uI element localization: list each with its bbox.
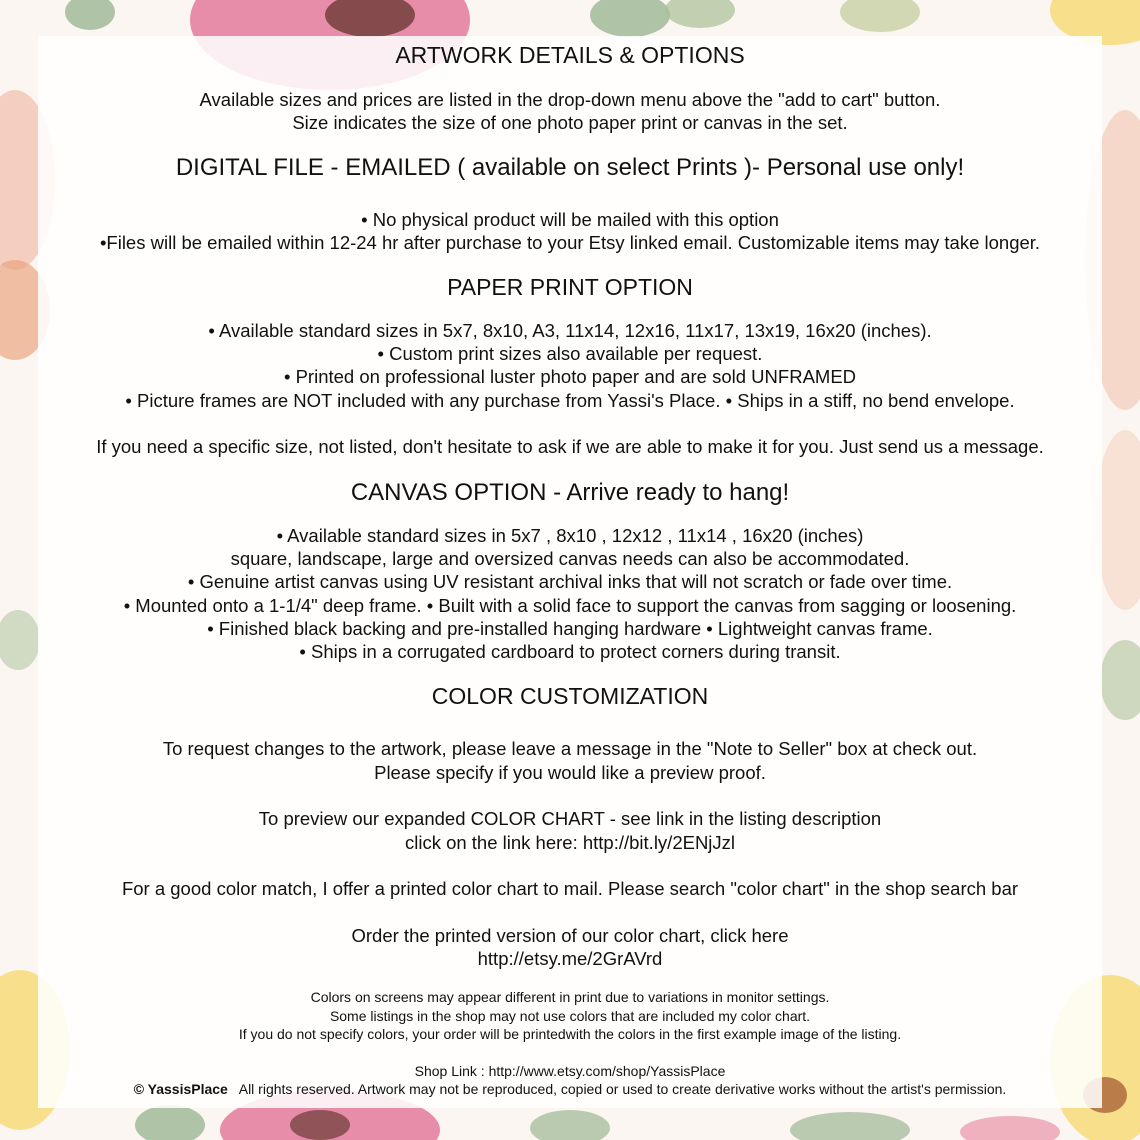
intro-line-2: Size indicates the size of one photo paper print or canvas in the set. [292, 112, 848, 133]
copyright-spacer [232, 1081, 236, 1097]
fine-print-line-3: If you do not specify colors, your order will be printedwith the colors in the first example image of the listing. [238, 1026, 902, 1042]
paper-line-2: • Custom print sizes also available per request. [377, 343, 763, 364]
shop-link[interactable]: Shop Link : http://www.etsy.com/shop/YassisPlace [414, 1063, 726, 1079]
digital-file-heading: DIGITAL FILE - EMAILED ( available on select Prints )- Personal use only! [175, 154, 965, 181]
copyright-rights: All rights reserved. Artwork may not be reproduced, copied or used to create derivative works without the artist's permission. [238, 1081, 1007, 1097]
canvas-heading: CANVAS OPTION - Arrive ready to hang! [350, 479, 790, 506]
color-chart-link[interactable]: click on the link here: http://bit.ly/2ENjJzl [404, 832, 736, 853]
color-chart-line-1: To preview our expanded COLOR CHART - see link in the listing description [258, 808, 882, 829]
fine-print-line-1: Colors on screens may appear different in print due to variations in monitor settings. [310, 989, 830, 1005]
paper-line-4: • Picture frames are NOT included with any purchase from Yassi's Place. • Ships in a stiff, no bend envelope. [125, 390, 1015, 411]
paper-line-1: • Available standard sizes in 5x7, 8x10, A3, 11x14, 12x16, 11x17, 13x19, 16x20 (inches). [208, 320, 932, 341]
intro-line-1: Available sizes and prices are listed in the drop-down menu above the "add to cart" button. [199, 89, 941, 110]
order-chart-link[interactable]: http://etsy.me/2GrAVrd [477, 948, 663, 969]
canvas-line-3: • Genuine artist canvas using UV resistant archival inks that will not scratch or fade over time. [187, 571, 953, 592]
canvas-line-4: • Mounted onto a 1-1/4" deep frame. • Built with a solid face to support the canvas from sagging or loosening. [123, 595, 1017, 616]
color-request-line-1: To request changes to the artwork, please leave a message in the "Note to Seller" box at check out. [162, 738, 978, 759]
copyright-brand: © YassisPlace [133, 1081, 228, 1097]
color-request-line-2: Please specify if you would like a preview proof. [374, 762, 766, 783]
digital-line-1: • No physical product will be mailed with this option [361, 209, 779, 230]
paper-size-note: If you need a specific size, not listed, don't hesitate to ask if we are able to make it for you. Just send us a message. [96, 436, 1044, 457]
color-match-line: For a good color match, I offer a printed color chart to mail. Please search "color chart" in the shop search bar [121, 878, 1019, 899]
canvas-line-5: • Finished black backing and pre-installed hanging hardware • Lightweight canvas frame. [207, 618, 933, 639]
copyright-line [0, 1081, 1140, 1097]
canvas-line-2: square, landscape, large and oversized canvas needs can also be accommodated. [230, 548, 910, 569]
canvas-line-1: • Available standard sizes in 5x7 , 8x10 , 12x12 , 11x14 , 16x20 (inches) [276, 525, 864, 546]
digital-line-2: •Files will be emailed within 12-24 hr after purchase to your Etsy linked email. Customizable items may take longer. [99, 232, 1041, 253]
order-chart-line: Order the printed version of our color chart, click here [351, 925, 789, 946]
paper-print-heading: PAPER PRINT OPTION [447, 274, 693, 300]
paper-line-3: • Printed on professional luster photo paper and are sold UNFRAMED [283, 366, 857, 387]
canvas-line-6: • Ships in a corrugated cardboard to protect corners during transit. [299, 641, 841, 662]
fine-print-line-2: Some listings in the shop may not use colors that are included my color chart. [329, 1008, 811, 1024]
page-title: ARTWORK DETAILS & OPTIONS [395, 42, 745, 68]
color-customization-heading: COLOR CUSTOMIZATION [431, 683, 709, 709]
